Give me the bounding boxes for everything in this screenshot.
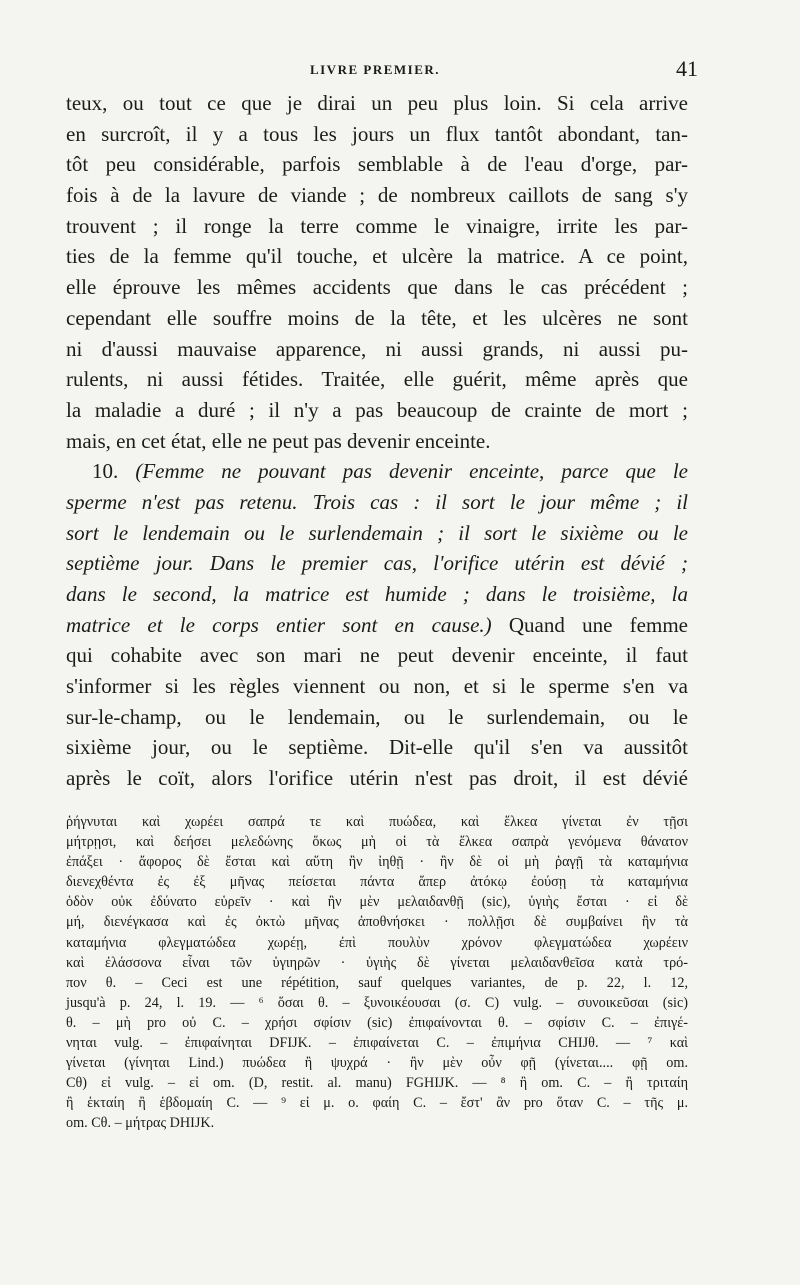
text-line: fois à de la lavure de viande ; de nombreux caillots de sang s'y — [66, 183, 688, 208]
footnote-line: ὁδὸν οὐκ ἐδύνατο εὑρεῖν · καὶ ἢν μὲν μελαιδανθῇ (sic), ὑγιὴς ἔσται · εἰ δὲ — [66, 894, 688, 911]
footnote-line: μή, διενέγκασα καὶ ἐς ὀκτὼ μῆνας ἀποθνήσκει · πολλῇσι δὲ συμβαίνει ἢν τὰ — [66, 914, 688, 931]
footnotes — [66, 812, 688, 1134]
footnote-line: jusqu'à p. 24, l. 19. — ⁶ ὅσαι θ. – ξυνοικέουσαι (σ. C) vulg. – συνοικεῦσαι (sic) — [66, 994, 688, 1011]
section-summary: (Femme ne pouvant pas devenir enceinte, parce que le — [135, 459, 689, 484]
main-text — [66, 88, 688, 794]
section-heading-line — [66, 456, 688, 487]
text-line: rulents, ni aussi fétides. Traitée, elle guérit, même après que — [66, 367, 688, 392]
text-line: sur-le-champ, ou le lendemain, ou le surlendemain, ou le — [66, 704, 688, 729]
running-title: LIVRE PREMIER. — [309, 62, 441, 77]
text-line: s'informer si les règles viennent ou non, et si le sperme s'en va — [66, 674, 688, 699]
footnote-line: διενεχθέντα ἐς ἐξ μῆνας πείσεται πάντα ἅπερ ἀτόκῳ ἐούσῃ τὰ καταμήνια — [66, 874, 688, 891]
footnote-line: καταμήνια φλεγματώδεα χωρέῃ, ἐπὶ πουλὺν χρόνον φλεγματώδεα χωρέειν — [66, 934, 688, 951]
text-line: tôt peu considérable, parfois semblable à de l'eau d'orge, par- — [66, 152, 688, 177]
footnote-line: Cθ) εἰ vulg. – εἰ om. (D, restit. al. manu) FGHIJK. — ⁸ ἢ om. C. – ἢ τριταίη — [66, 1075, 688, 1092]
footnote-line: μήτρῃσι, καὶ δεήσει μελεδώνης ὅκως μὴ οἱ τὰ ἕλκεα σαπρὰ γενόμενα θάνατον — [66, 834, 688, 851]
footnote-line: ἐπάξει · ἄφορος δὲ ἔσται καὶ αὕτη ἢν ἰηθῇ · ἢν δὲ οἱ μὴ ῥαγῇ τὰ καταμήνια — [66, 854, 688, 871]
text-line: elle éprouve les mêmes accidents que dans le cas précédent ; — [66, 275, 688, 300]
footnote-line: πον θ. – Ceci est une répétition, sauf quelques variantes, de p. 22, l. 12, — [66, 974, 688, 991]
text-line: après le coït, alors l'orifice utérin n'est pas droit, il est dévié — [66, 766, 688, 791]
page-number: 41 — [676, 56, 698, 81]
text-line: la maladie a duré ; il n'y a pas beaucoup de crainte de mort ; — [66, 397, 688, 422]
footnote-line: γίνεται (γίνηται Lind.) πυώδεα ἢ ψυχρά · ἢν μὲν οὖν φῇ (γίνεται.... φῇ om. — [66, 1055, 688, 1072]
text-line: mais, en cet état, elle ne peut pas devenir enceinte. — [66, 428, 491, 453]
text-line: sperme n'est pas retenu. Trois cas : il sort le jour même ; il — [66, 489, 688, 514]
text-line: dans le second, la matrice est humide ; dans le troisième, la — [66, 582, 688, 606]
section-number: 10. — [92, 459, 119, 484]
text-line: trouvent ; il ronge la terre comme le vinaigre, irrite les par- — [66, 213, 688, 238]
text-line: sixième jour, ou le septième. Dit-elle qu'il s'en va aussitôt — [66, 735, 688, 760]
text-line: matrice et le corps entier sont en cause.) Quand une femme — [66, 612, 688, 637]
text-line: septième jour. Dans le premier cas, l'orifice utérin est dévié ; — [66, 551, 688, 576]
footnote-line: νηται vulg. – ἐπιφαίνηται DFIJK. – ἐπιφαίνεται C. – ἐπιμήνια CHIJθ. — ⁷ καὶ — [66, 1035, 688, 1052]
text-line: ties de la femme qu'il touche, et ulcère la matrice. A ce point, — [66, 244, 688, 269]
text-line: cependant elle souffre moins de la tête, et les ulcères ne sont — [66, 305, 688, 330]
text-line: en surcroît, il y a tous les jours un flux tantôt abondant, tan- — [66, 121, 688, 146]
text-line: ni d'aussi mauvaise apparence, ni aussi grands, ni aussi pu- — [66, 336, 688, 361]
footnote-line: ἢ ἑκταίη ἢ ἑβδομαίη C. — ⁹ εἰ μ. ο. φαίη C. – ἔστ' ἂν pro ὅταν C. – τῆς μ. — [66, 1095, 688, 1112]
text-line: teux, ou tout ce que je dirai un peu plus loin. Si cela arrive — [66, 91, 688, 115]
footnote-line: καὶ ἐλάσσονα εἶναι τῶν ὑγιηρῶν · ὑγιὴς δὲ γίνεται μελαιδανθεῖσα κατὰ τρό- — [66, 954, 688, 971]
footnote-line: θ. – μὴ pro οὐ C. – χρήσι σφίσιν (sic) ἐπιφαίνονται θ. – σφίσιν C. – ἐπιγέ- — [66, 1014, 688, 1031]
text-line: sort le lendemain ou le surlendemain ; il sort le sixième ou le — [66, 520, 688, 545]
footnote-line: om. Cθ. – μήτρας DHIJK. — [66, 1115, 215, 1132]
footnote-line: ῥήγνυται καὶ χωρέει σαπρά τε καὶ πυώδεα, καὶ ἕλκεα γίνεται ἐν τῇσι — [66, 814, 688, 830]
text-line: qui cohabite avec son mari ne peut devenir enceinte, il faut — [66, 643, 688, 668]
page-header — [60, 56, 698, 84]
